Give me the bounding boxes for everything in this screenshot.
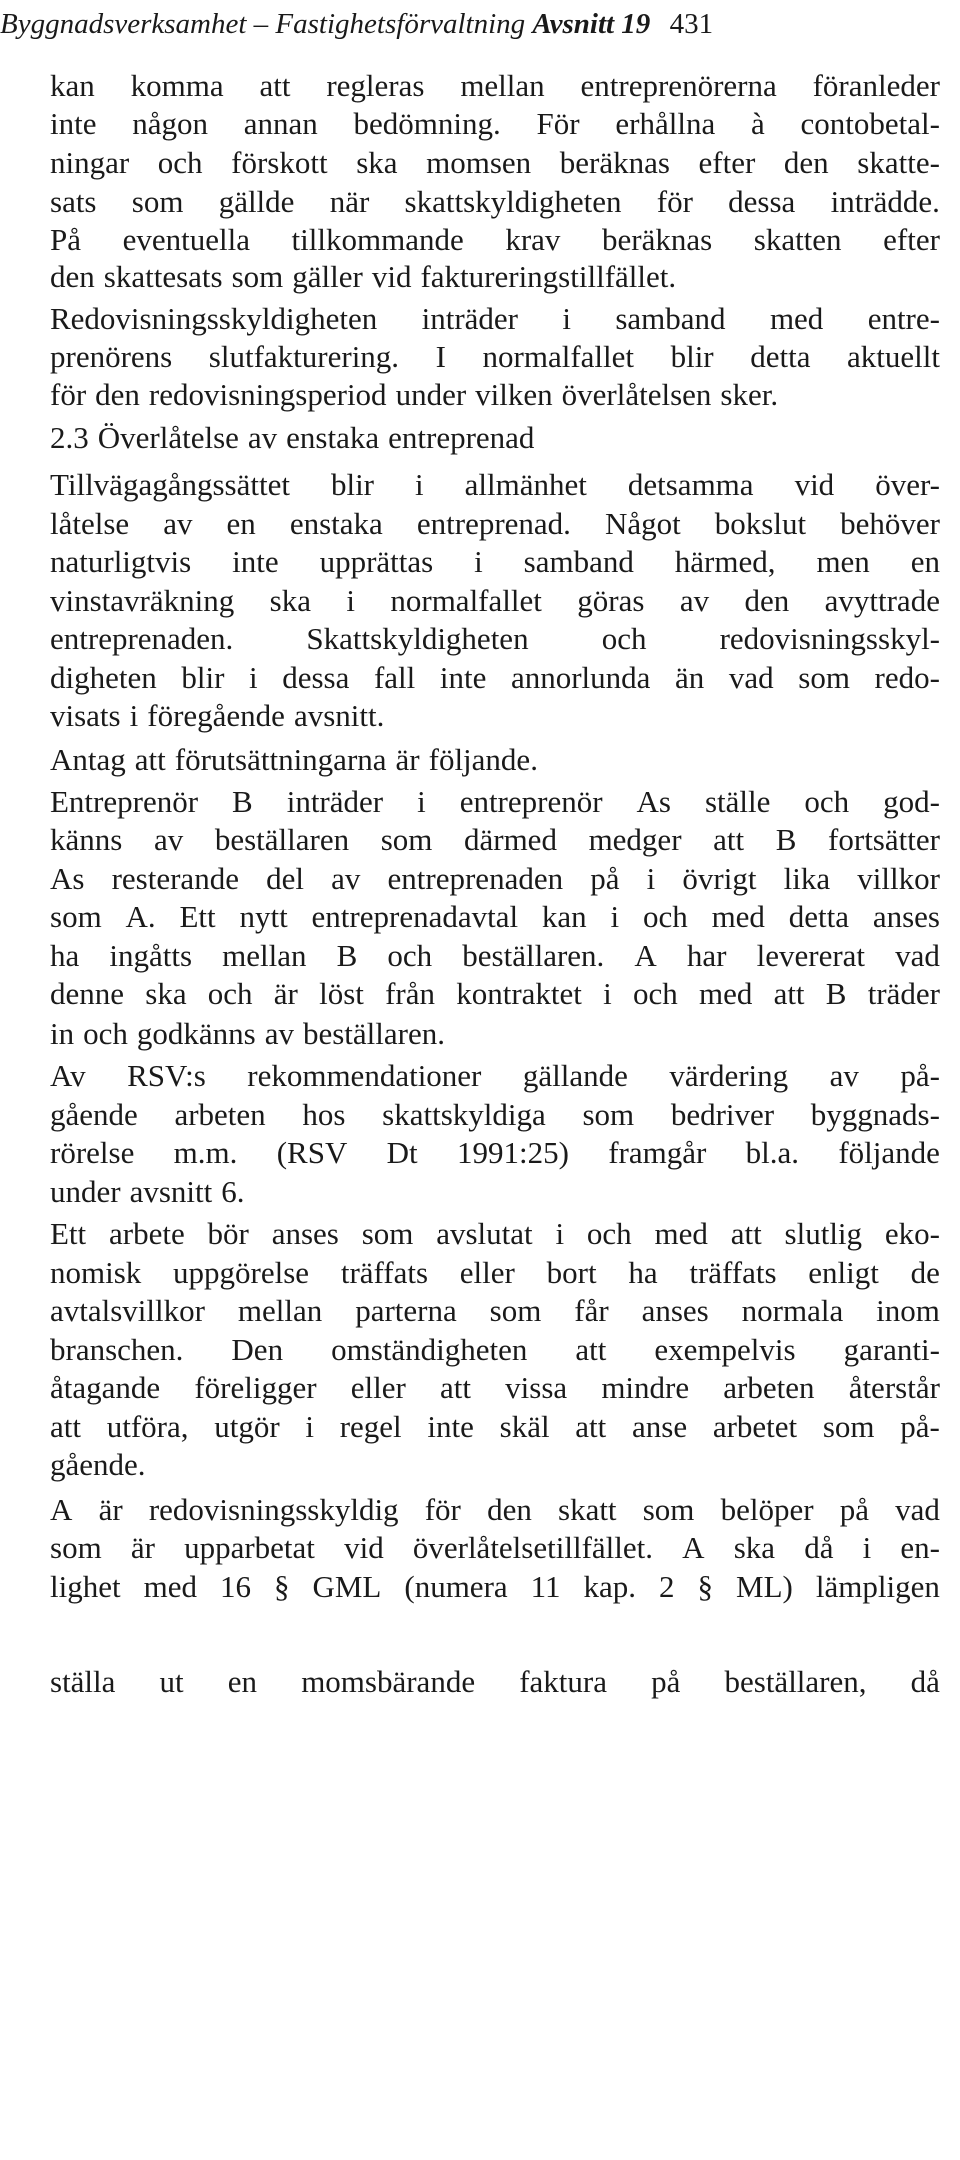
text-line: 2.3 Överlåtelse av enstaka entreprenad (50, 420, 535, 455)
text-line: den skattesats som gäller vid faktureringstillfället. (50, 259, 677, 294)
text-line: Av RSV:s rekommendationer gällande värdering av på- (50, 1058, 940, 1093)
text-line: As resterande del av entreprenaden på i övrigt lika villkor (50, 861, 940, 896)
text-line: under avsnitt 6. (50, 1174, 245, 1209)
text-line: att utföra, utgör i regel inte skäl att anse arbetet som på- (50, 1409, 940, 1444)
text-line: rörelse m.m. (RSV Dt 1991:25) framgår bl.a. följande (50, 1135, 940, 1170)
text-line: Entreprenör B inträder i entreprenör As ställe och god- (50, 784, 940, 819)
text-line: avtalsvillkor mellan parterna som får anses normala inom (50, 1293, 940, 1328)
text-line: inte någon annan bedömning. För erhållna à contobetal- (50, 106, 940, 141)
text-line: för den redovisningsperiod under vilken överlåtelsen sker. (50, 377, 779, 412)
text-line: sats som gällde när skattskyldigheten för dessa inträdde. (50, 184, 940, 219)
page-number: 431 (669, 8, 714, 40)
page-header (0, 4, 960, 44)
text-line: Tillvägagångssättet blir i allmänhet detsamma vid över- (50, 467, 940, 502)
text-line: visats i föregående avsnitt. (50, 698, 385, 733)
text-line: På eventuella tillkommande krav beräknas skatten efter (50, 222, 940, 257)
text-line: som är upparbetat vid överlåtelsetillfället. A ska då i en- (50, 1530, 940, 1565)
text-line: branschen. Den omständigheten att exempelvis garanti- (50, 1332, 940, 1367)
text-line: känns av beställaren som därmed medger att B fortsätter (50, 822, 940, 857)
text-line: låtelse av en enstaka entreprenad. Något bokslut behöver (50, 506, 940, 541)
text-line: nomisk uppgörelse träffats eller bort ha träffats enligt de (50, 1255, 940, 1290)
text-line: A är redovisningsskyldig för den skatt som belöper på vad (50, 1492, 940, 1527)
text-line: lighet med 16 § GML (numera 11 kap. 2 § ML) lämpligen (50, 1569, 940, 1604)
text-line: gående. (50, 1447, 146, 1482)
text-line: ningar och förskott ska momsen beräknas efter den skatte- (50, 145, 940, 180)
text-line: denne ska och är löst från kontraktet i och med att B träder (50, 976, 940, 1011)
text-line: åtagande föreligger eller att vissa mindre arbeten återstår (50, 1370, 940, 1405)
text-line: kan komma att regleras mellan entreprenörerna föranleder (50, 68, 940, 103)
text-line: ställa ut en momsbärande faktura på beställaren, då (50, 1664, 940, 1699)
text-line: som A. Ett nytt entreprenadavtal kan i och med detta anses (50, 899, 940, 934)
text-line: naturligtvis inte upprättas i samband härmed, men en (50, 544, 940, 579)
running-title: Byggnadsverksamhet – Fastighetsförvaltning (0, 8, 526, 40)
text-line: Redovisningsskyldigheten inträder i samband med entre- (50, 301, 940, 336)
text-line: prenörens slutfakturering. I normalfallet blir detta aktuellt (50, 339, 940, 374)
text-line: vinstavräkning ska i normalfallet göras av den avyttrade (50, 583, 940, 618)
text-line: in och godkänns av beställaren. (50, 1016, 445, 1051)
text-line: entreprenaden. Skattskyldigheten och redovisningsskyl- (50, 621, 940, 656)
text-line: digheten blir i dessa fall inte annorlunda än vad som redo- (50, 660, 940, 695)
text-line: Ett arbete bör anses som avslutat i och med att slutlig eko- (50, 1216, 940, 1251)
text-line: gående arbeten hos skattskyldiga som bedriver byggnads- (50, 1097, 940, 1132)
section-label: Avsnitt 19 (532, 8, 651, 40)
text-line: ha ingåtts mellan B och beställaren. A har levererat vad (50, 938, 940, 973)
text-line: Antag att förutsättningarna är följande. (50, 742, 538, 777)
